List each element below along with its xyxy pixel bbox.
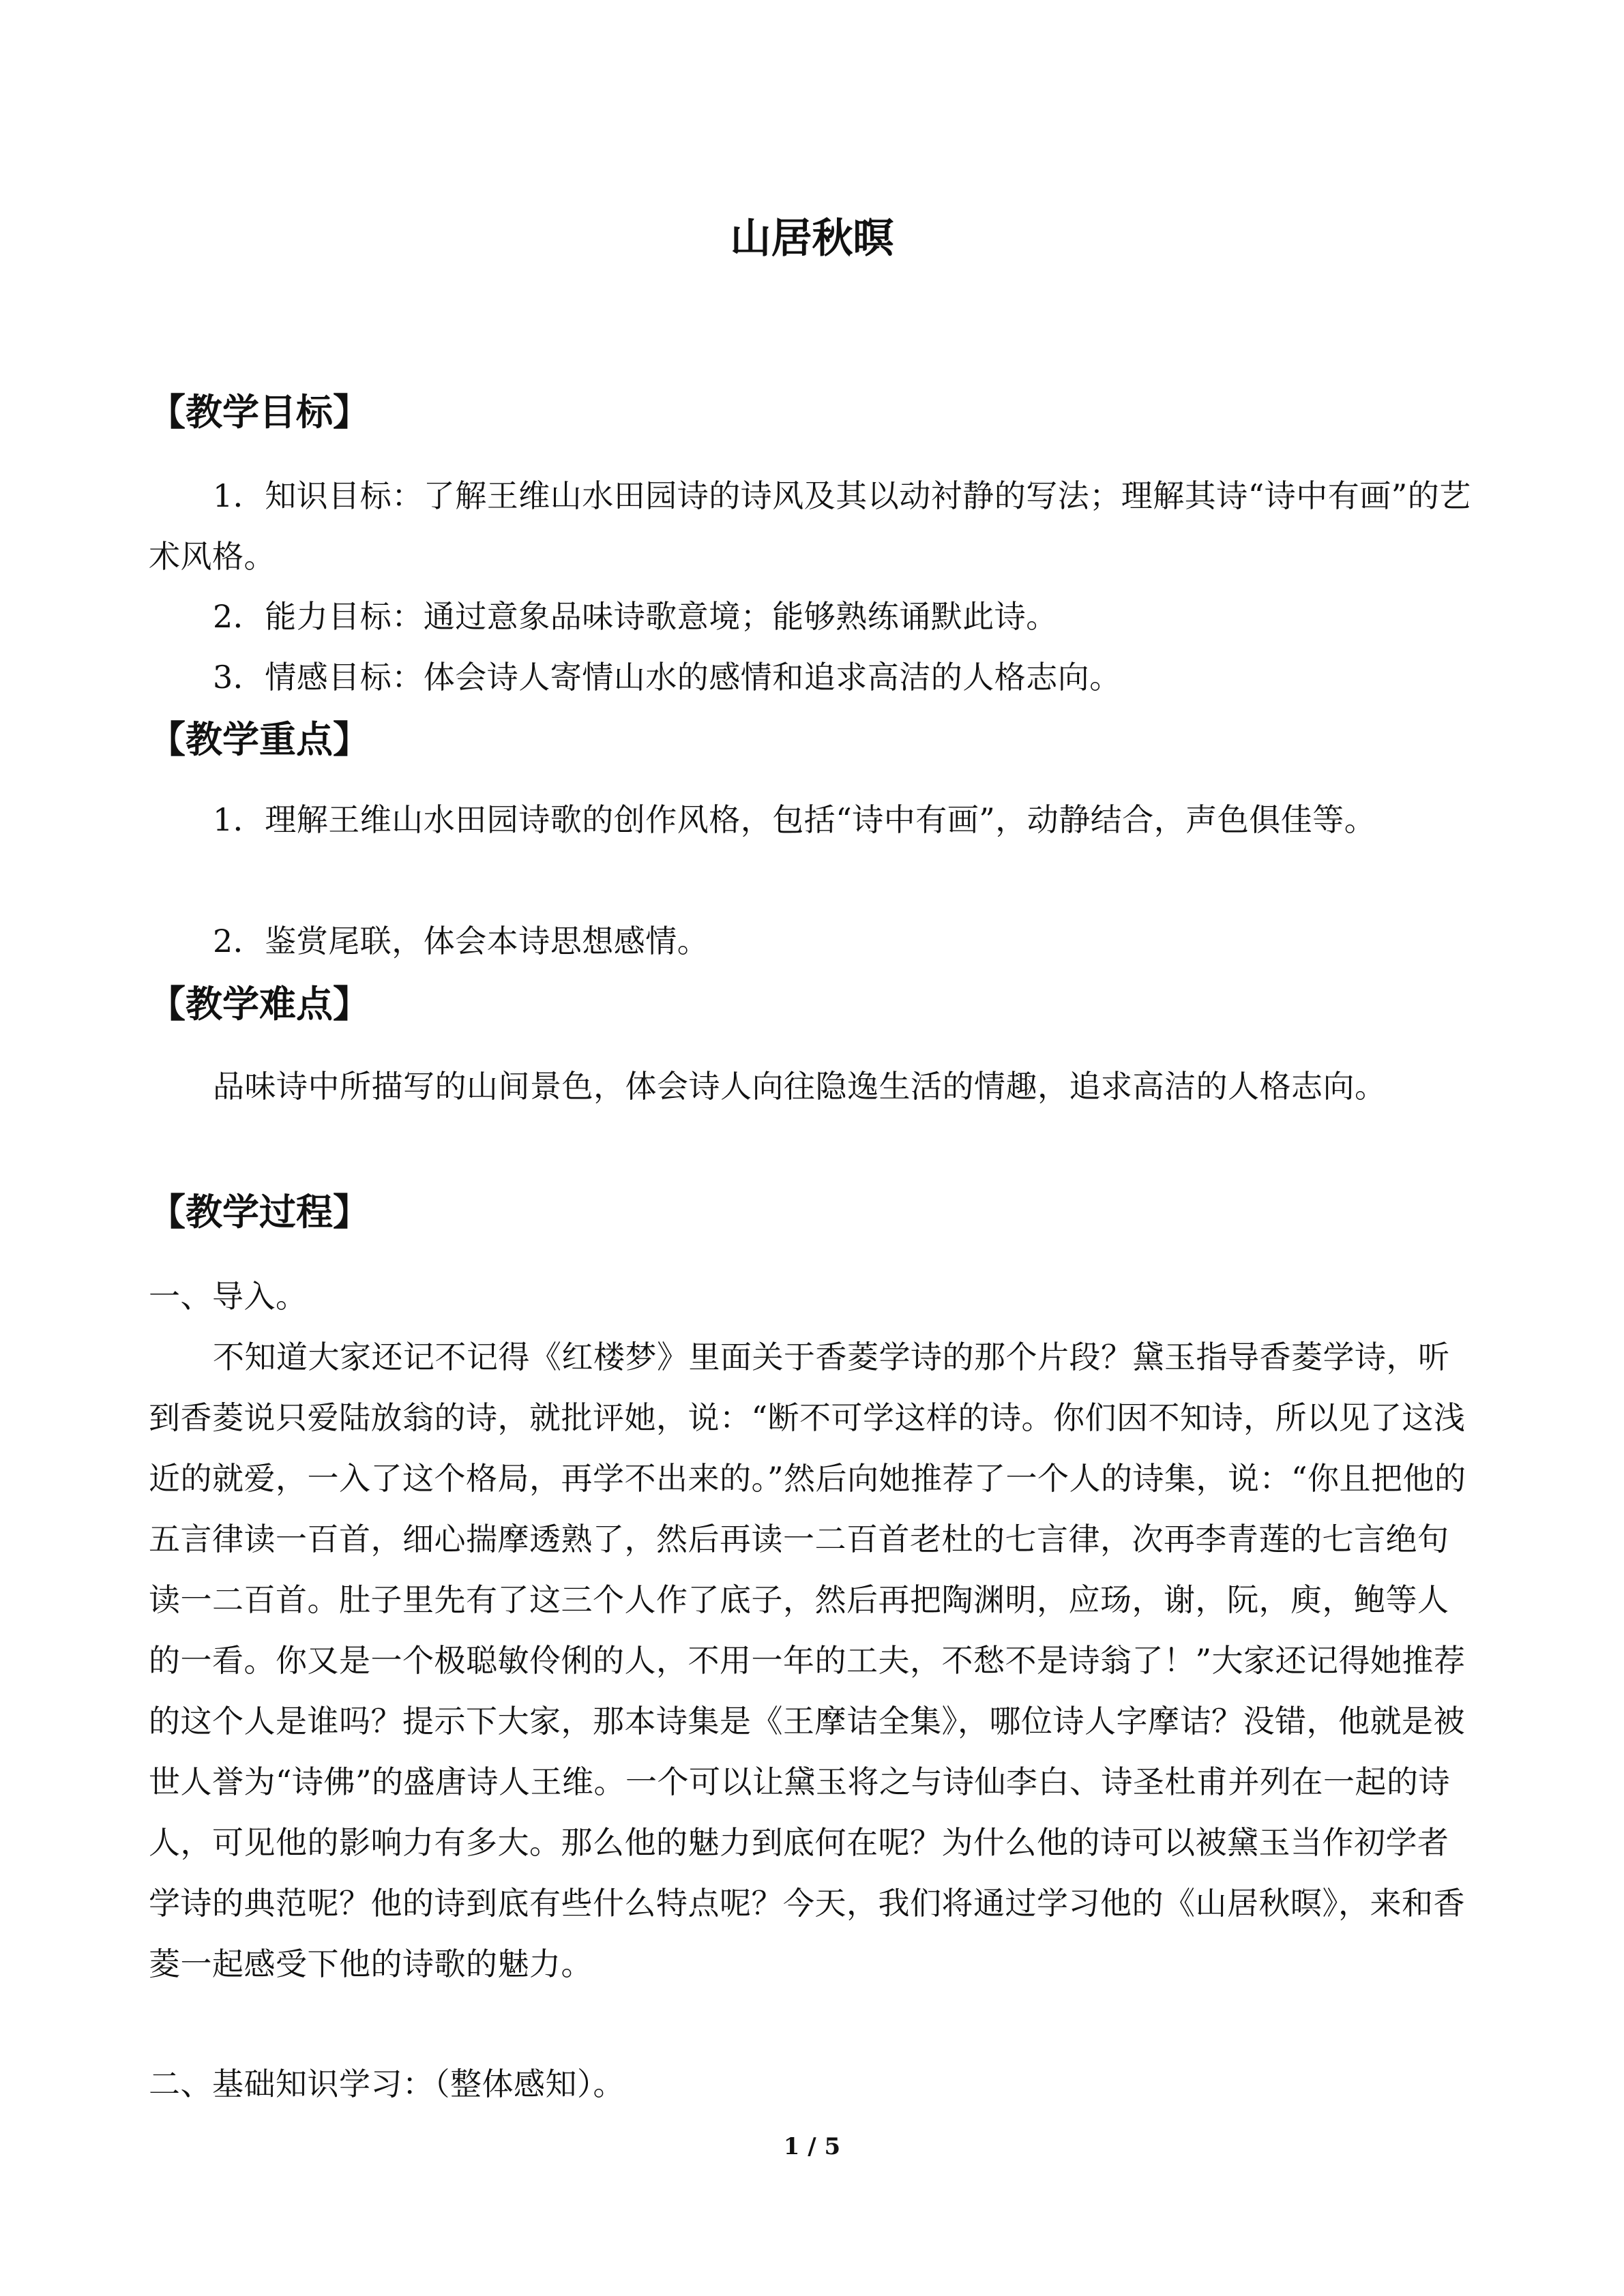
section-heading-intro: 一、导入。 xyxy=(149,1278,308,1315)
keypoint-appreciation: 2．鉴赏尾联，体会本诗思想感情。 xyxy=(213,923,709,959)
goal-ability: 2．能力目标：通过意象品味诗歌意境；能够熟练诵默此诗。 xyxy=(213,598,1058,635)
goal-knowledge: 1．知识目标：了解王维山水田园诗的诗风及其以动衬静的写法；理解其诗“诗中有画”的艺术风格。 xyxy=(149,477,1471,575)
intro-paragraph: 不知道大家还记不记得《红楼梦》里面关于香菱学诗的那个片段？黛玉指导香菱学诗，听到香菱说只爱陆放翁的诗，就批评她，说：“断不可学这样的诗。你们因不知诗，所以见了这浅近的就爱，一入了这个格局，再学不出来的。”然后向她推荐了一个人的诗集，说：“你且把他的五言律读一百首，细心揣摩透熟了，然后再读一二百首老杜的七言律，次再李青莲的七言绝句读一二百首。肚子里先有了这三个人作了底子，然后再把陶渊明，应玚，谢，阮，庾，鲍等人的一看。你又是一个极聪敏伶俐的人，不用一年的工夫，不愁不是诗翁了！”大家还记得她推荐的这个人是谁吗？提示下大家，那本诗集是《王摩诘全集》，哪位诗人字摩诘？没错，他就是被世人誉为“诗佛”的盛唐诗人王维。一个可以让黛玉将之与诗仙李白、诗圣杜甫并列在一起的诗人，可见他的影响力有多大。那么他的魅力到底何在呢？为什么他的诗可以被黛玉当作初学者学诗的典范呢？他的诗到底有些什么特点呢？今天，我们将通过学习他的《山居秋暝》，来和香菱一起感受下他的诗歌的魅力。 xyxy=(149,1339,1466,1982)
page-number: 1 / 5 xyxy=(783,2133,841,2160)
goal-emotion: 3．情感目标：体会诗人寄情山水的感情和追求高洁的人格志向。 xyxy=(213,659,1121,696)
difficulty-text: 品味诗中所描写的山间景色，体会诗人向往隐逸生活的情趣，追求高洁的人格志向。 xyxy=(213,1068,1387,1105)
heading-teaching-difficulties: 【教学难点】 xyxy=(149,983,370,1026)
heading-teaching-keypoints: 【教学重点】 xyxy=(149,718,370,761)
page-title: 山居秋暝 xyxy=(730,215,894,263)
keypoint-style: 1．理解王维山水田园诗歌的创作风格，包括“诗中有画”，动静结合，声色俱佳等。 xyxy=(213,801,1376,838)
heading-teaching-process: 【教学过程】 xyxy=(149,1191,370,1234)
section-heading-basics: 二、基础知识学习：（整体感知）。 xyxy=(149,2066,625,2102)
heading-teaching-goals: 【教学目标】 xyxy=(149,391,370,434)
